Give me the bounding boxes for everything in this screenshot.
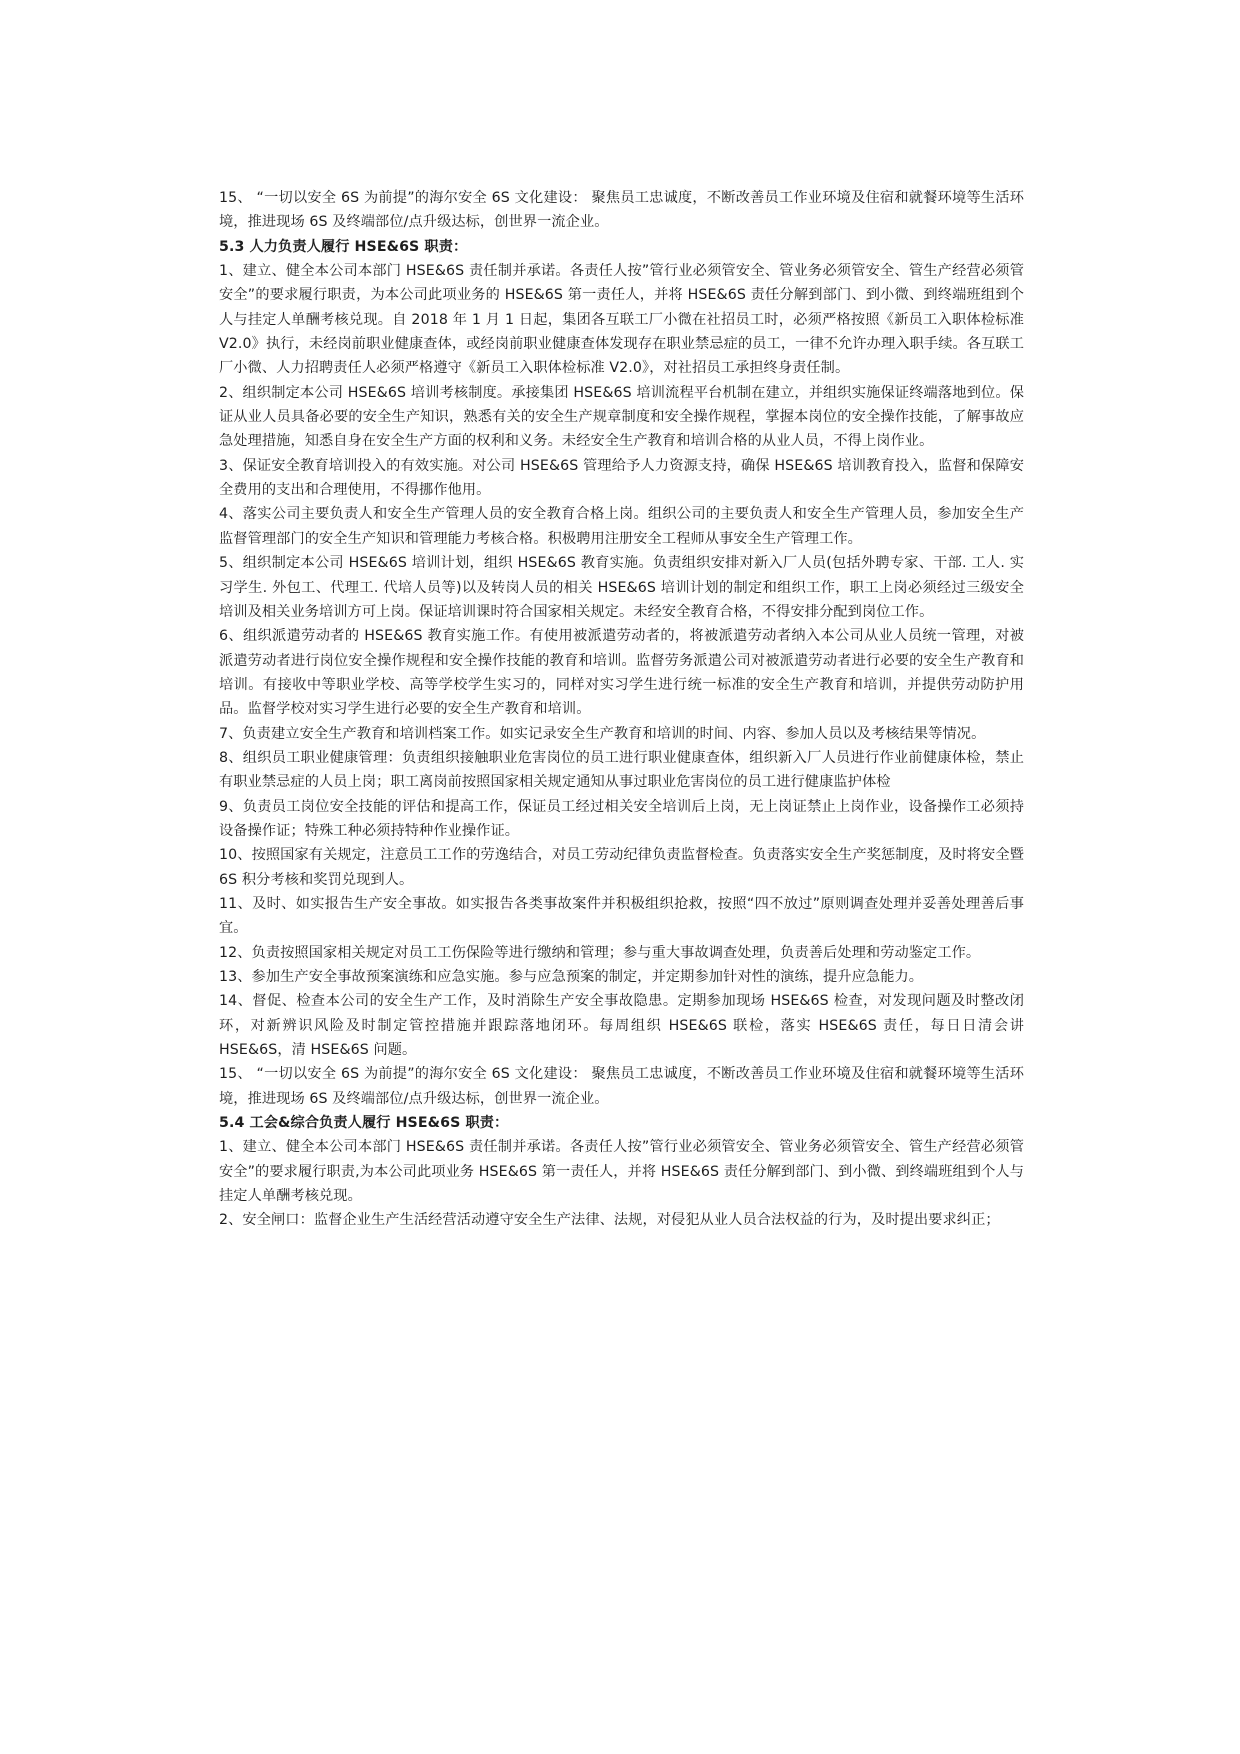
paragraph-item-15: 15、 “一切以安全 6S 为前提”的海尔安全 6S 文化建设： 聚焦员工忠诚度，不断改善员工作业环境及住宿和就餐环境等生活环境，推进现场 6S 及终端部位/点升级达标，创世界一流企业。 (219, 1066, 1024, 1107)
paragraph-hse-culture-15a: 15、 “一切以安全 6S 为前提”的海尔安全 6S 文化建设： 聚焦员工忠诚度，不断改善员工作业环境及住宿和就餐环境等生活环境，推进现场 6S 及终端部位/点升级达标，创世界一流企业。 (219, 190, 1024, 231)
paragraph-item-9: 9、负责员工岗位安全技能的评估和提高工作，保证员工经过相关安全培训后上岗，无上岗证禁止上岗作业，设备操作工必须持设备操作证；特殊工种必须持特种作业操作证。 (219, 798, 1024, 839)
paragraph-item-4: 4、落实公司主要负责人和安全生产管理人员的安全教育合格上岗。组织公司的主要负责人和安全生产管理人员，参加安全生产监督管理部门的安全生产知识和管理能力考核合格。积极聘用注册安全工程师从事安全生产管理工作。 (219, 506, 1024, 547)
paragraph-item-2: 2、组织制定本公司 HSE&6S 培训考核制度。承接集团 HSE&6S 培训流程平台机制在建立，并组织实施保证终端落地到位。保证从业人员具备必要的安全生产知识，熟悉有关的安全生产规章制度和安全操作规程，掌握本岗位的安全操作技能，了解事故应急处理措施，知悉自身在安全生产方面的权利和义务。未经安全生产教育和培训合格的从业人员，不得上岗作业。 (219, 384, 1024, 450)
paragraph-5-4-item-2: 2、安全闸口：监督企业生产生活经营活动遵守安全生产法律、法规，对侵犯从业人员合法权益的行为，及时提出要求纠正； (219, 1212, 1000, 1229)
paragraph-item-8: 8、组织员工职业健康管理：负责组织接触职业危害岗位的员工进行职业健康查体，组织新入厂人员进行作业前健康体检，禁止有职业禁忌症的人员上岗；职工离岗前按照国家相关规定通知从事过职业危害岗位的员工进行健康监护体检 (219, 749, 1024, 791)
paragraph-5-4-item-1: 1、建立、健全本公司本部门 HSE&6S 责任制并承诺。各责任人按”管行业必须管安全、管业务必须管安全、管生产经营必须管安全”的要求履行职责,为本公司此项业务 HSE&6S 第一责任人，并将 HSE&6S 责任分解到部门、到小微、到终端班组到个人与挂定人单酬考核兑现。 (219, 1139, 1024, 1205)
paragraph-item-1: 1、建立、健全本公司本部门 HSE&6S 责任制并承诺。各责任人按”管行业必须管安全、管业务必须管安全、管生产经营必须管安全”的要求履行职责，为本公司此项业务的 HSE&6S 第一责任人，并将 HSE&6S 责任分解到部门、到小微、到终端班组到个人与挂定人单酬考核兑现。自 2018 年 1 月 1 日起，集团各互联工厂小微在社招员工时，必须严格按照《新员工入职体检标准 V2.0》执行，未经岗前职业健康查体，或经岗前职业健康查体发现存在职业禁忌症的员工，一律不允许办理入职手续。各互联工厂小微、人力招聘责任人必须严格遵守《新员工入职体检标准 V2.0》，对社招员工承担终身责任制。 (219, 263, 1024, 377)
paragraph-item-3: 3、保证安全教育培训投入的有效实施。对公司 HSE&6S 管理给予人力资源支持，确保 HSE&6S 培训教育投入，监督和保障安全费用的支出和合理使用，不得挪作他用。 (219, 457, 1024, 499)
paragraph-item-5: 5、组织制定本公司 HSE&6S 培训计划，组织 HSE&6S 教育实施。负责组织安排对新入厂人员(包括外聘专家、干部. 工人. 实习学生. 外包工、代理工. 代培人员等)以及转岗人员的相关 HSE&6S 培训计划的制定和组织工作，职工上岗必须经过三级安全培训及相关业务培训方可上岗。保证培训课时符合国家相关规定。未经安全教育合格，不得安排分配到岗位工作。 (219, 555, 1024, 620)
paragraph-item-6: 6、组织派遣劳动者的 HSE&6S 教育实施工作。有使用被派遣劳动者的，将被派遣劳动者纳入本公司从业人员统一管理，对被派遣劳动者进行岗位安全操作规程和安全操作技能的教育和培训。监督劳务派遣公司对被派遣劳动者进行必要的安全生产教育和培训。有接收中等职业学校、高等学校学生实习的，同样对实习学生进行统一标准的安全生产教育和培训，并提供劳动防护用品。监督学校对实习学生进行必要的安全生产教育和培训。 (219, 628, 1024, 718)
paragraph-item-14: 14、督促、检查本公司的安全生产工作，及时消除生产安全事故隐患。定期参加现场 HSE&6S 检查，对发现问题及时整改闭环，对新辨识风险及时制定管控措施并跟踪落地闭环。每周组织 HSE&6S 联检，落实 HSE&6S 责任，每日日清会讲 HSE&6S，清 HSE&6S 问题。 (219, 993, 1024, 1059)
section-heading-5-4: 5.4 工会&综合负责人履行 HSE&6S 职责： (219, 1115, 509, 1132)
document-page (219, 186, 1024, 1233)
section-heading-5-3: 5.3 人力负责人履行 HSE&6S 职责： (219, 238, 468, 255)
paragraph-item-7: 7、负责建立安全生产教育和培训档案工作。如实记录安全生产教育和培训的时间、内容、参加人员以及考核结果等情况。 (219, 725, 986, 742)
paragraph-item-11: 11、及时、如实报告生产安全事故。如实报告各类事故案件并积极组织抢救，按照“四不放过”原则调查处理并妥善处理善后事宜。 (219, 895, 1024, 937)
paragraph-item-12: 12、负责按照国家相关规定对员工工伤保险等进行缴纳和管理；参与重大事故调查处理，负责善后处理和劳动鉴定工作。 (219, 944, 981, 961)
paragraph-item-13: 13、参加生产安全事故预案演练和应急实施。参与应急预案的制定，并定期参加针对性的演练，提升应急能力。 (219, 969, 924, 985)
paragraph-item-10: 10、按照国家有关规定，注意员工工作的劳逸结合，对员工劳动纪律负责监督检查。负责落实安全生产奖惩制度，及时将安全暨 6S 积分考核和奖罚兑现到人。 (219, 847, 1024, 888)
